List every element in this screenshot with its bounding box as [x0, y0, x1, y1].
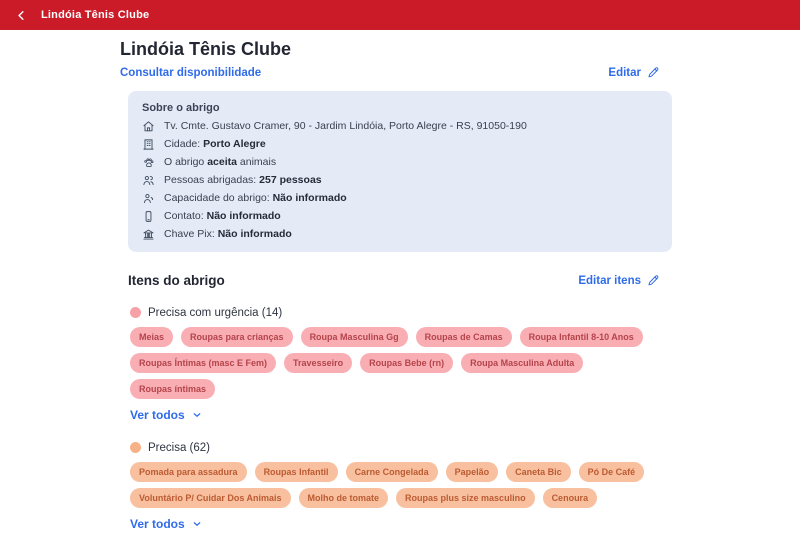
- item-pill: Molho de tomate: [299, 488, 389, 508]
- item-pill: Roupas Infantil: [255, 462, 338, 482]
- item-pill: Pó De Café: [579, 462, 645, 482]
- item-pill: Roupas para crianças: [181, 327, 293, 347]
- item-pill: Travesseiro: [284, 353, 352, 373]
- phone-icon: [142, 210, 155, 223]
- item-pill: Papelão: [446, 462, 499, 482]
- about-row: [142, 174, 658, 187]
- about-row: [142, 156, 658, 169]
- see-all-link-urgent[interactable]: [130, 408, 203, 422]
- about-row-text: Pessoas abrigadas: 257 pessoas: [164, 174, 322, 187]
- about-row-text: Chave Pix: Não informado: [164, 228, 292, 241]
- pencil-icon: [647, 66, 660, 79]
- group-label: Precisa com urgência (14): [148, 306, 283, 319]
- edit-shelter-link[interactable]: [608, 66, 660, 79]
- item-pill: Roupas Bebe (rn): [360, 353, 453, 373]
- about-row-text: Contato: Não informado: [164, 210, 281, 223]
- item-pills: [130, 327, 672, 399]
- item-pill: Pomada para assadura: [130, 462, 247, 482]
- item-pills: [130, 462, 672, 508]
- about-card-title: Sobre o abrigo: [142, 102, 220, 114]
- need-status-dot: [130, 442, 141, 453]
- app-header: [0, 0, 800, 30]
- item-pill: Cenoura: [543, 488, 598, 508]
- item-pill: Roupas plus size masculino: [396, 488, 535, 508]
- main-content: [120, 39, 672, 533]
- edit-items-link[interactable]: [578, 274, 660, 287]
- header-title: Lindóia Tênis Clube: [41, 9, 150, 21]
- about-row: [142, 228, 658, 241]
- person-icon: [142, 192, 155, 205]
- page-title: Lindóia Tênis Clube: [120, 39, 292, 59]
- item-pill: Roupa Infantil 8-10 Anos: [520, 327, 643, 347]
- urgent-status-dot: [130, 307, 141, 318]
- building-icon: [142, 138, 155, 151]
- items-group-urgent: [130, 306, 672, 424]
- see-all-link-need[interactable]: [130, 517, 203, 531]
- items-section-header: [128, 272, 672, 289]
- group-header: [130, 441, 672, 454]
- edit-shelter-label: Editar: [608, 66, 641, 79]
- group-header: [130, 306, 672, 319]
- chevron-down-icon: [191, 409, 203, 421]
- back-button[interactable]: [15, 9, 28, 22]
- paw-icon: [142, 156, 155, 169]
- group-label: Precisa (62): [148, 441, 210, 454]
- people-icon: [142, 174, 155, 187]
- about-row-text: Capacidade do abrigo: Não informado: [164, 192, 347, 205]
- about-card-rows: [142, 120, 658, 241]
- see-all-label: Ver todos: [130, 408, 185, 422]
- item-pill: Roupa Masculina Gg: [301, 327, 408, 347]
- chevron-left-icon: [15, 9, 28, 22]
- item-pill: Roupas de Camas: [416, 327, 512, 347]
- item-pill: Meias: [130, 327, 173, 347]
- about-row: [142, 192, 658, 205]
- title-action-row: [120, 65, 672, 80]
- about-row: [142, 138, 658, 151]
- about-row-text: Tv. Cmte. Gustavo Cramer, 90 - Jardim Lindóia, Porto Alegre - RS, 91050-190: [164, 120, 527, 133]
- availability-link[interactable]: Consultar disponibilidade: [120, 66, 262, 79]
- about-card: [128, 91, 672, 252]
- item-pill: Caneta Bic: [506, 462, 571, 482]
- item-pill: Voluntário P/ Cuidar Dos Animais: [130, 488, 291, 508]
- home-icon: [142, 120, 155, 133]
- items-section-title: Itens do abrigo: [128, 273, 225, 288]
- about-row-text: O abrigo aceita animais: [164, 156, 277, 169]
- pencil-icon: [647, 274, 660, 287]
- item-pill: Roupas Íntimas (masc E Fem): [130, 353, 276, 373]
- see-all-label: Ver todos: [130, 517, 185, 531]
- item-pill: Roupas íntimas: [130, 379, 215, 399]
- about-row: [142, 210, 658, 223]
- item-pill: Carne Congelada: [346, 462, 438, 482]
- items-group-need: [130, 441, 672, 533]
- about-row: [142, 120, 658, 133]
- bank-icon: [142, 228, 155, 241]
- about-row-text: Cidade: Porto Alegre: [164, 138, 266, 151]
- item-pill: Roupa Masculina Adulta: [461, 353, 583, 373]
- chevron-down-icon: [191, 518, 203, 530]
- edit-items-label: Editar itens: [578, 274, 641, 287]
